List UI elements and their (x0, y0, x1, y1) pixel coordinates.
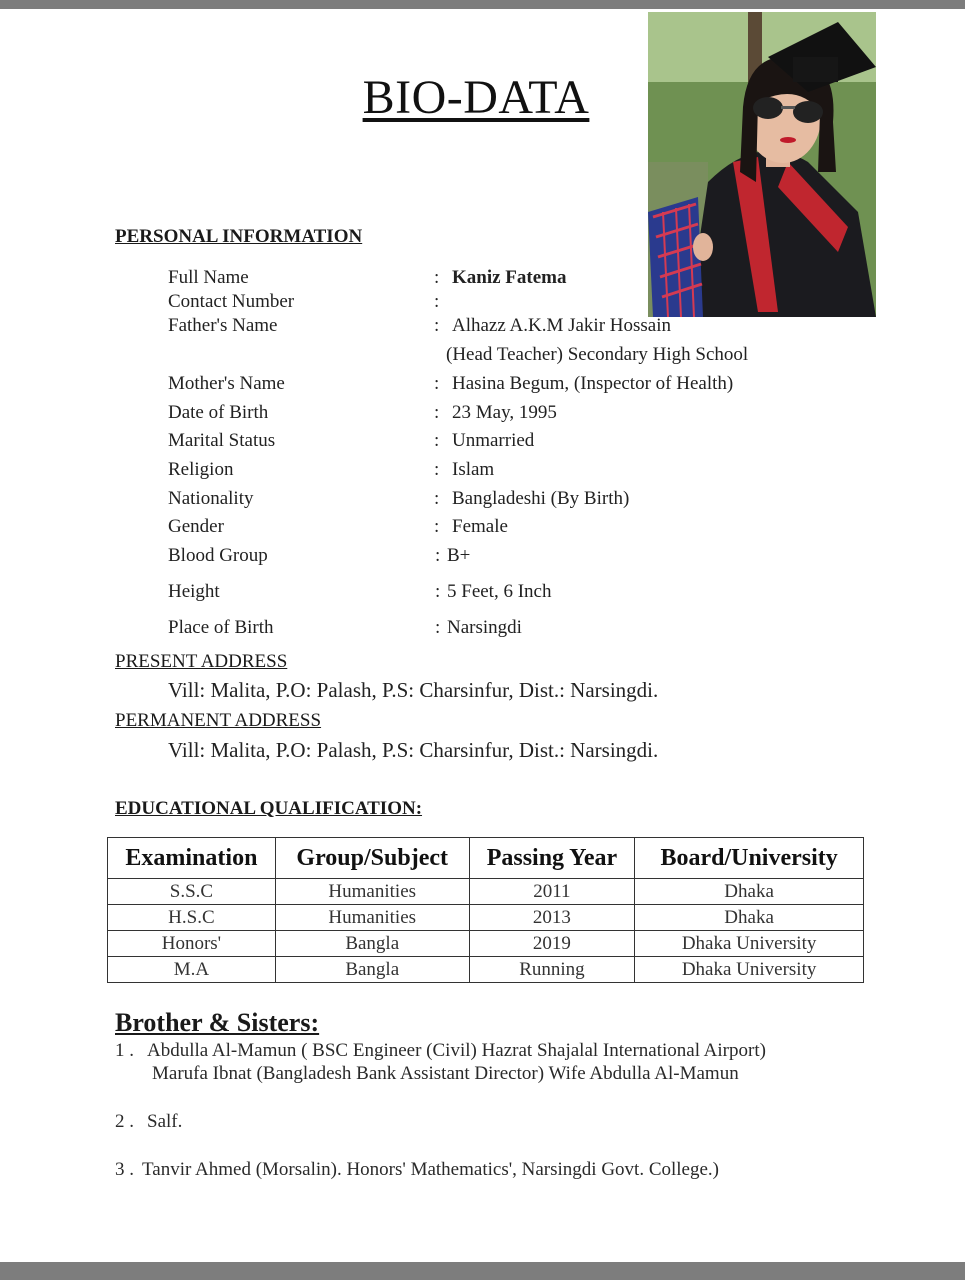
info-row-contact-number (168, 291, 868, 315)
siblings-heading: Brother & Sisters: (115, 1008, 320, 1037)
info-label: Height (168, 581, 220, 602)
info-label: Father's Name (168, 315, 278, 336)
sibling-entry-continued: Marufa Ibnat (Bangladesh Bank Assistant Director) Wife Abdulla Al-Mamun (152, 1063, 739, 1084)
column-header: Group/Subject (275, 838, 469, 879)
table-row (108, 931, 864, 957)
info-colon: : (435, 581, 441, 602)
table-cell: 2011 (469, 879, 635, 905)
info-row-gender (168, 516, 868, 540)
table-cell: Bangla (275, 957, 469, 983)
info-colon: : (434, 516, 440, 537)
permanent-address-text: Vill: Malita, P.O: Palash, P.S: Charsinfur, Dist.: Narsingdi. (168, 738, 659, 762)
info-row-place-of-birth (168, 617, 868, 641)
info-value: Narsingdi (447, 617, 522, 638)
info-row-marital-status (168, 430, 868, 454)
info-value: Islam (452, 459, 495, 480)
info-label: Gender (168, 516, 224, 537)
table-header-row (108, 838, 864, 879)
info-row-full-name (168, 267, 868, 291)
info-label: Marital Status (168, 430, 276, 451)
info-value: Bangladeshi (By Birth) (452, 488, 630, 509)
sibling-number: 2 . (115, 1111, 134, 1132)
page-title: BIO-DATA (362, 71, 590, 124)
table-cell: 2019 (469, 931, 635, 957)
info-value: Alhazz A.K.M Jakir Hossain (452, 315, 671, 336)
info-colon: : (434, 291, 440, 312)
info-row-fathers-name (168, 315, 868, 339)
table-row (108, 905, 864, 931)
info-value: Kaniz Fatema (452, 267, 567, 288)
info-value: Hasina Begum, (Inspector of Health) (452, 373, 734, 394)
info-colon: : (434, 459, 440, 480)
info-row-date-of-birth (168, 402, 868, 426)
education-heading: EDUCATIONAL QUALIFICATION: (115, 798, 423, 819)
present-address-heading: PRESENT ADDRESS (115, 651, 288, 672)
table-cell: S.S.C (108, 879, 276, 905)
info-value: B+ (447, 545, 471, 566)
info-label: Date of Birth (168, 402, 269, 423)
table-cell: H.S.C (108, 905, 276, 931)
info-label: Religion (168, 459, 234, 480)
info-value: Unmarried (452, 430, 535, 451)
sibling-number: 1 . (115, 1040, 134, 1061)
info-value: 5 Feet, 6 Inch (447, 581, 552, 602)
info-colon: : (435, 545, 441, 566)
present-address-text: Vill: Malita, P.O: Palash, P.S: Charsinfur, Dist.: Narsingdi. (168, 678, 659, 702)
info-value: 23 May, 1995 (452, 402, 557, 423)
column-header: Passing Year (469, 838, 635, 879)
info-row-religion (168, 459, 868, 483)
table-cell: Honors' (108, 931, 276, 957)
info-label: Mother's Name (168, 373, 285, 394)
info-label: Blood Group (168, 545, 268, 566)
table-cell: M.A (108, 957, 276, 983)
info-row-mothers-name (168, 373, 868, 397)
info-colon: : (434, 430, 440, 451)
info-row-blood-group (168, 545, 868, 569)
table-row (108, 957, 864, 983)
father-occupation: (Head Teacher) Secondary High School (446, 344, 749, 365)
column-header: Board/University (635, 838, 864, 879)
sibling-number: 3 . (115, 1159, 134, 1180)
education-table (107, 837, 864, 983)
table-cell: Bangla (275, 931, 469, 957)
top-border-bar (0, 0, 965, 9)
info-colon: : (434, 373, 440, 394)
table-row (108, 879, 864, 905)
table-cell: Dhaka (635, 879, 864, 905)
personal-info-heading: PERSONAL INFORMATION (115, 226, 363, 247)
table-cell: Humanities (275, 879, 469, 905)
info-row-height (168, 581, 868, 605)
info-label: Full Name (168, 267, 249, 288)
info-label: Contact Number (168, 291, 295, 312)
sibling-entry: Salf. (147, 1111, 183, 1132)
table-cell: Dhaka University (635, 957, 864, 983)
table-cell: Running (469, 957, 635, 983)
table-cell: 2013 (469, 905, 635, 931)
info-label: Place of Birth (168, 617, 274, 638)
info-row-nationality (168, 488, 868, 512)
info-label: Nationality (168, 488, 254, 509)
info-colon: : (435, 617, 441, 638)
bottom-border-bar (0, 1262, 965, 1280)
sibling-entry: Abdulla Al-Mamun ( BSC Engineer (Civil) Hazrat Shajalal International Airport) (147, 1040, 766, 1061)
info-colon: : (434, 267, 440, 288)
permanent-address-heading: PERMANENT ADDRESS (115, 710, 322, 731)
info-colon: : (434, 402, 440, 423)
table-cell: Dhaka (635, 905, 864, 931)
sibling-entry: Tanvir Ahmed (Morsalin). Honors' Mathematics', Narsingdi Govt. College.) (142, 1159, 719, 1180)
info-value: Female (452, 516, 508, 537)
info-colon: : (434, 488, 440, 509)
table-cell: Dhaka University (635, 931, 864, 957)
info-colon: : (434, 315, 440, 336)
column-header: Examination (108, 838, 276, 879)
table-cell: Humanities (275, 905, 469, 931)
